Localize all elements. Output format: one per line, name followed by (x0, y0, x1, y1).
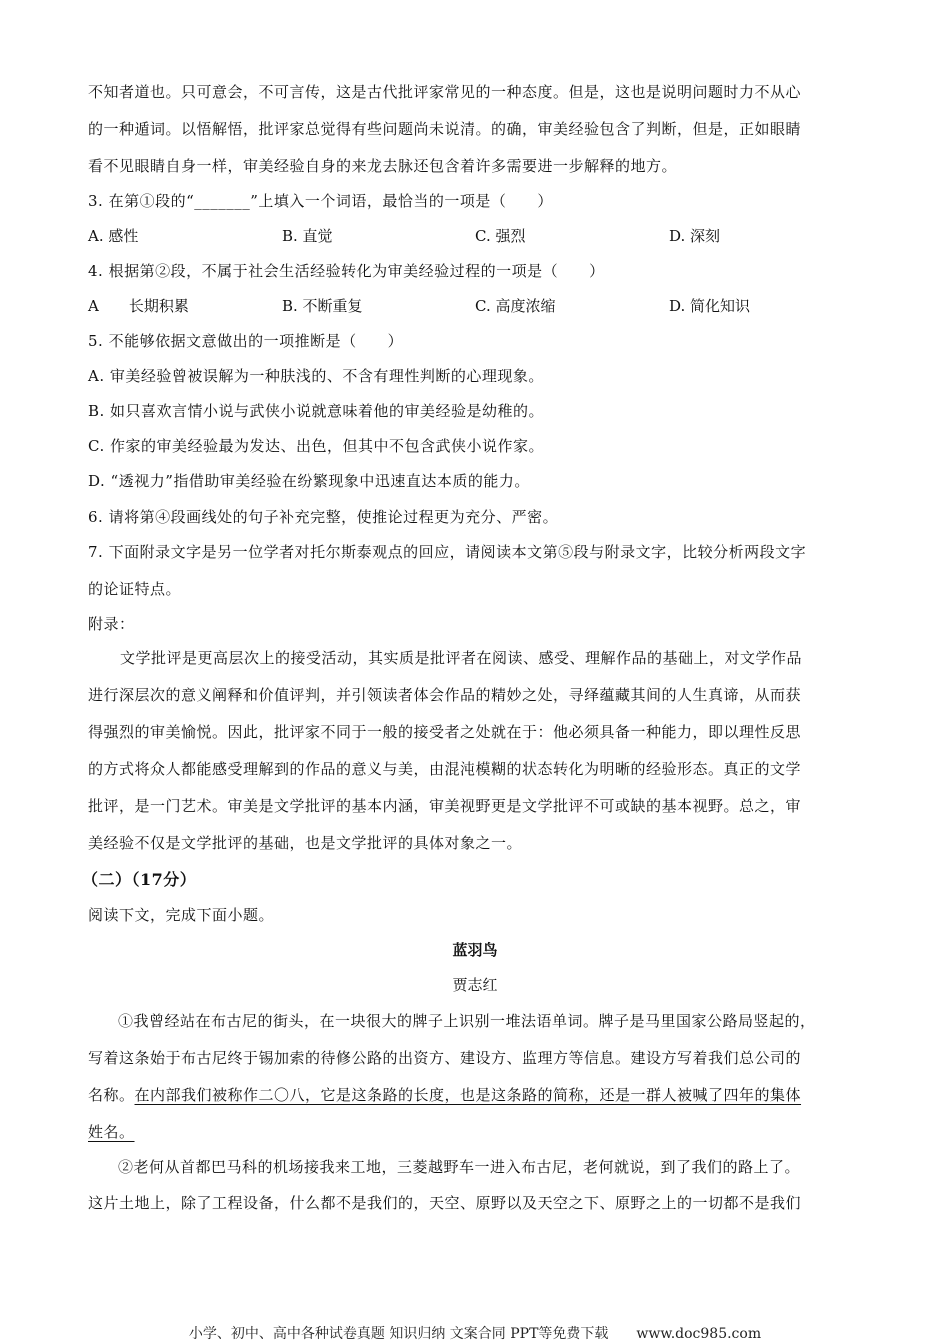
article-p1-line-1: ①我曾经站在布古尼的街头，在一块很大的牌子上识别一堆法语单词。牌子是马里国家公路局竖起的， (118, 1012, 816, 1030)
question-3-option-c: C. 强烈 (475, 227, 526, 245)
article-p1-line-2: 写着这条始于布古尼终于锡加索的待修公路的出资方、建设方、监理方等信息。建设方写着我们总公司的 (88, 1049, 802, 1067)
article-p2-line-2: 这片土地上，除了工程设备，什么都不是我们的，天空、原野以及天空之下、原野之上的一切都不是我们 (88, 1194, 802, 1212)
question-7-line-2: 的论证特点。 (88, 580, 182, 598)
reading-instruction: 阅读下文，完成下面小题。 (88, 906, 275, 924)
section-heading: （二）（17分） (82, 870, 197, 889)
article-title: 蓝羽鸟 (452, 941, 498, 959)
article-p2-line-1: ②老何从首都巴马科的机场接我来工地，三菱越野车一进入布古尼，老何就说，到了我们的路上了。 (118, 1158, 801, 1176)
question-4-option-b: B. 不断重复 (282, 297, 363, 315)
question-4-option-c: C. 高度浓缩 (475, 297, 556, 315)
passage-line-3: 看不见眼睛自身一样，审美经验自身的来龙去脉还包含着许多需要进一步解释的地方。 (88, 157, 678, 175)
question-5-option-c: C. 作家的审美经验最为发达、出色，但其中不包含武侠小说作家。 (88, 437, 544, 455)
appendix-line-5: 批评，是一门艺术。审美是文学批评的基本内涵，审美视野更是文学批评不可或缺的基本视野。总之，审 (88, 797, 802, 815)
question-5-stem: 5. 不能够依据文意做出的一项推断是（ ） (88, 332, 404, 350)
question-4-option-d: D. 简化知识 (669, 297, 751, 315)
article-p1-line-3 (88, 1085, 801, 1105)
article-author: 贾志红 (452, 976, 498, 994)
appendix-line-4: 的方式将众人都能感受理解到的作品的意义与美，由混沌模糊的状态转化为明晰的经验形态。真正的文学 (88, 760, 802, 778)
appendix-line-3: 得强烈的审美愉悦。因此，批评家不同于一般的接受者之处就在于：他必须具备一种能力，即以理性反思 (88, 723, 802, 741)
underlined-sentence: 在内部我们被称作二〇八，它是这条路的长度，也是这条路的简称，还是一群人被喊了四年的集体 (134, 1086, 802, 1104)
question-7-line-1: 7. 下面附录文字是另一位学者对托尔斯泰观点的回应，请阅读本文第⑤段与附录文字，比较分析两段文字 (88, 543, 807, 561)
question-3-option-d: D. 深刻 (669, 227, 721, 245)
question-5-option-d: D. “透视力”指借助审美经验在纷繁现象中迅速直达本质的能力。 (88, 472, 530, 490)
passage-line-1: 不知者道也。只可意会，不可言传，这是古代批评家常见的一种态度。但是，这也是说明问题时力不从心 (88, 83, 802, 101)
article-p1-line-3-plain: 名称。 (88, 1086, 135, 1104)
passage-line-2: 的一种遁词。以悟解悟，批评家总觉得有些问题尚未说清。的确，审美经验包含了判断，但是，正如眼睛 (88, 120, 802, 138)
question-5-option-b: B. 如只喜欢言情小说与武侠小说就意味着他的审美经验是幼稚的。 (88, 402, 545, 420)
appendix-label: 附录： (88, 615, 135, 633)
appendix-line-1: 文学批评是更高层次上的接受活动，其实质是批评者在阅读、感受、理解作品的基础上，对文学作品 (120, 649, 803, 667)
question-3-option-b: B. 直觉 (282, 227, 333, 245)
page-footer: 小学、初中、高中各种试卷真题 知识归纳 文案合同 PPT等免费下载 www.doc985.com (188, 1326, 762, 1342)
appendix-line-6: 美经验不仅是文学批评的基础，也是文学批评的具体对象之一。 (88, 834, 523, 852)
question-6-stem: 6. 请将第④段画线处的句子补充完整，使推论过程更为充分、严密。 (88, 508, 559, 526)
underlined-sentence-end: 姓名。 (88, 1123, 135, 1141)
question-3-stem: 3. 在第①段的“_______”上填入一个词语，最恰当的一项是（ ） (88, 192, 553, 210)
question-4-option-a: A 长期积累 (88, 297, 189, 315)
appendix-line-2: 进行深层次的意义阐释和价值评判，并引领读者体会作品的精妙之处，寻绎蕴藏其间的人生真谛，从而获 (88, 686, 802, 704)
question-5-option-a: A. 审美经验曾被误解为一种肤浅的、不含有理性判断的心理现象。 (88, 367, 544, 385)
question-4-stem: 4. 根据第②段，不属于社会生活经验转化为审美经验过程的一项是（ ） (88, 262, 605, 280)
question-3-option-a: A. 感性 (88, 227, 139, 245)
